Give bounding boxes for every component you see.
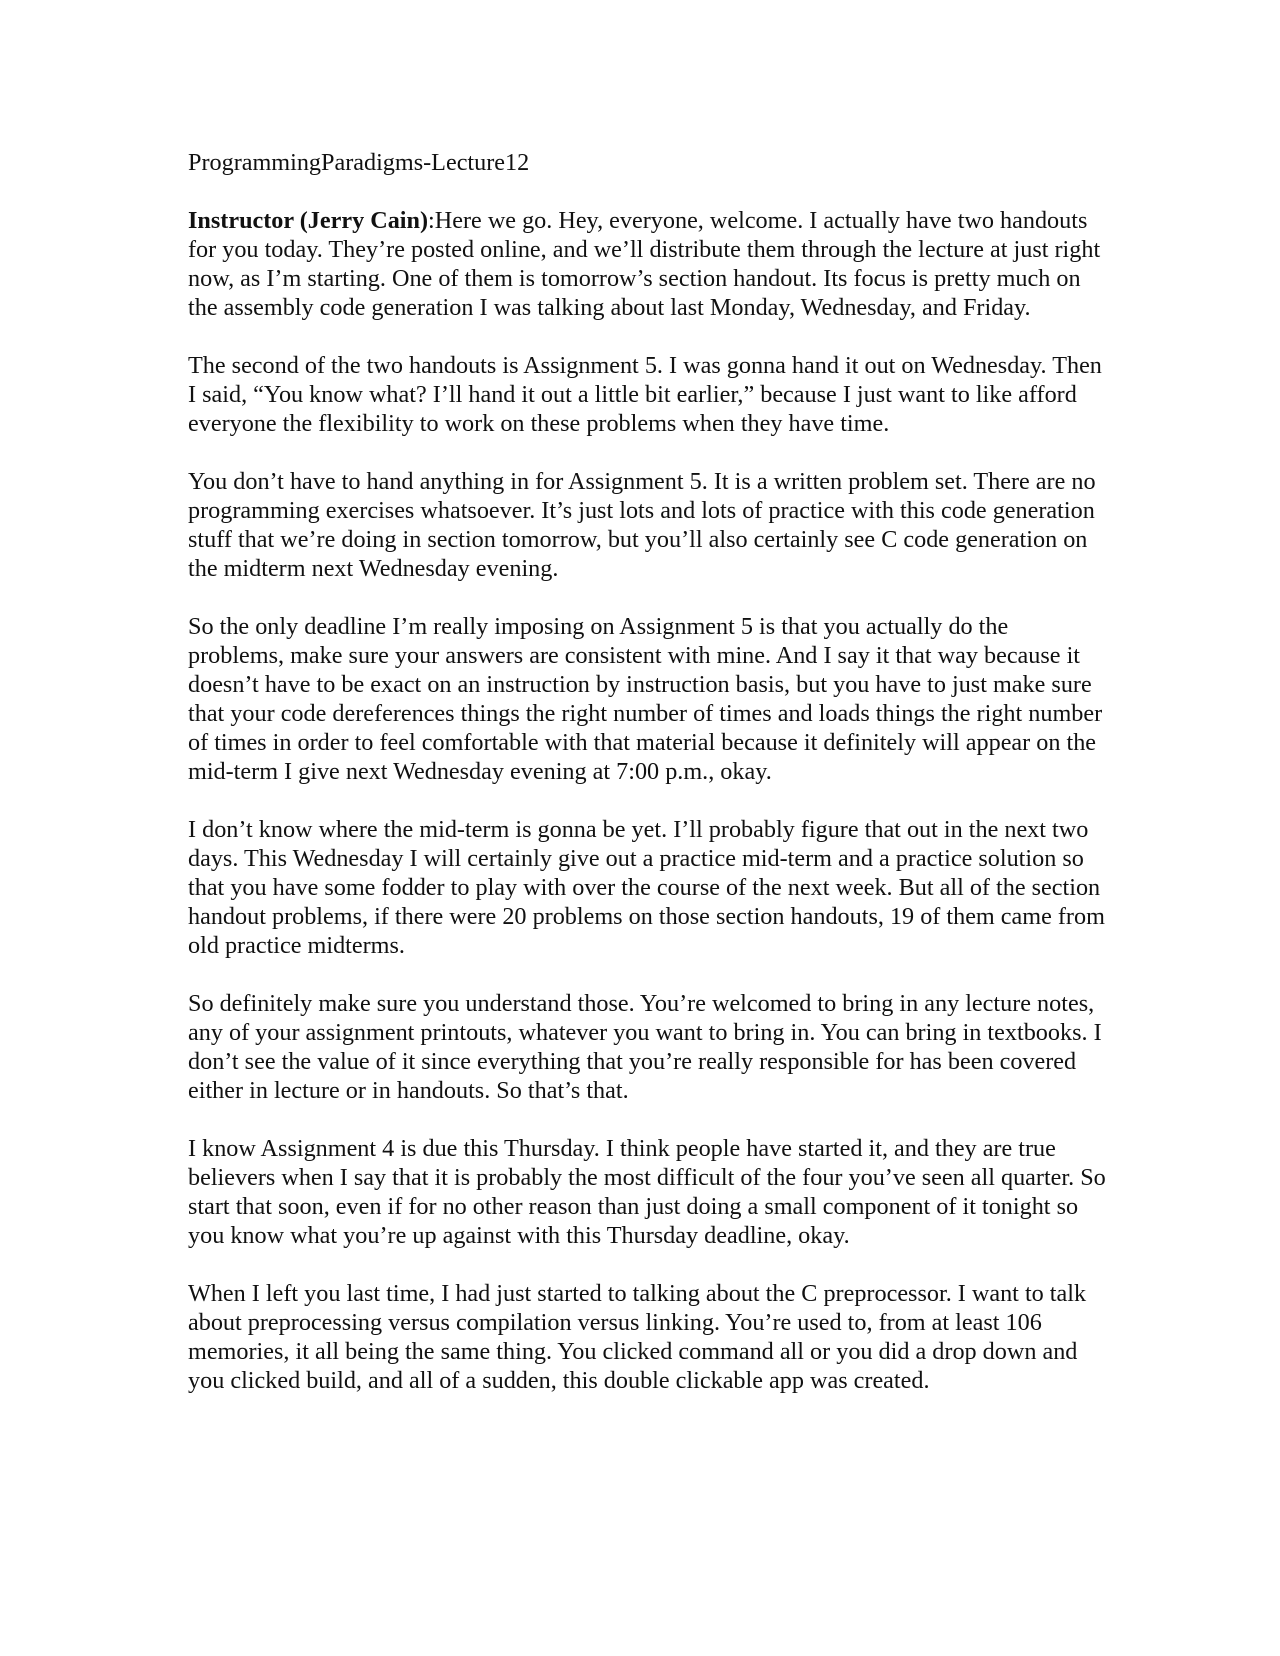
paragraph-7: I know Assignment 4 is due this Thursday. I think people have started it, and they are true believers when I say that it is probably the most difficult of the four you’ve seen all quarter. So start that soon, even if for no other reason than just doing a small component of it tonight so you know what you’re up against with this Thursday deadline, okay. bbox=[188, 1135, 1106, 1249]
paragraph-6: So definitely make sure you understand those. You’re welcomed to bring in any lecture notes, any of your assignment printouts, whatever you want to bring in. You can bring in textbooks. I don’t see the value of it since everything that you’re really responsible for has been covered either in lecture or in handouts. So that’s that. bbox=[188, 990, 1102, 1104]
paragraph-1-text: Here we go. Hey, everyone, welcome. I actually have two handouts for you today. They’re posted online, and we’ll distribute them through the lecture at just right now, as I’m starting. One of them is tomorrow’s section handout. Its focus is pretty much on the assembly code generation I was talking about last Monday, Wednesday, and Friday. bbox=[188, 207, 1101, 321]
document-page bbox=[188, 148, 1108, 1424]
paragraph-4: So the only deadline I’m really imposing on Assignment 5 is that you actually do the problems, make sure your answers are consistent with mine. And I say it that way because it doesn’t have to be exact on an instruction by instruction basis, but you have to just make sure that your code dereferences things the right number of times and loads things the right number of times in order to feel comfortable with that material because it definitely will appear on the mid-term I give next Wednesday evening at 7:00 p.m., okay. bbox=[188, 613, 1103, 785]
paragraph-3: You don’t have to hand anything in for Assignment 5. It is a written problem set. There are no programming exercises whatsoever. It’s just lots and lots of practice with this code generation stuff that we’re doing in section tomorrow, but you’ll also certainly see C code generation on the midterm next Wednesday evening. bbox=[188, 468, 1096, 582]
paragraph-1 bbox=[188, 206, 1108, 322]
document-title: ProgrammingParadigms-Lecture12 bbox=[188, 149, 530, 176]
speaker-name: Instructor (Jerry Cain) bbox=[188, 207, 429, 234]
paragraph-2: The second of the two handouts is Assignment 5. I was gonna hand it out on Wednesday. Then I said, “You know what? I’ll hand it out a little bit earlier,” because I just want to like afford everyone the flexibility to work on these problems when they have time. bbox=[188, 352, 1102, 437]
paragraph-5: I don’t know where the mid-term is gonna be yet. I’ll probably figure that out in the next two days. This Wednesday I will certainly give out a practice mid-term and a practice solution so that you have some fodder to play with over the course of the next week. But all of the section handout problems, if there were 20 problems on those section handouts, 19 of them came from old practice midterms. bbox=[188, 816, 1105, 959]
speaker-separator: : bbox=[428, 207, 435, 234]
paragraph-8: When I left you last time, I had just started to talking about the C preprocessor. I want to talk about preprocessing versus compilation versus linking. You’re used to, from at least 106 memories, it all being the same thing. You clicked command all or you did a drop down and you clicked build, and all of a sudden, this double clickable app was created. bbox=[188, 1280, 1087, 1394]
